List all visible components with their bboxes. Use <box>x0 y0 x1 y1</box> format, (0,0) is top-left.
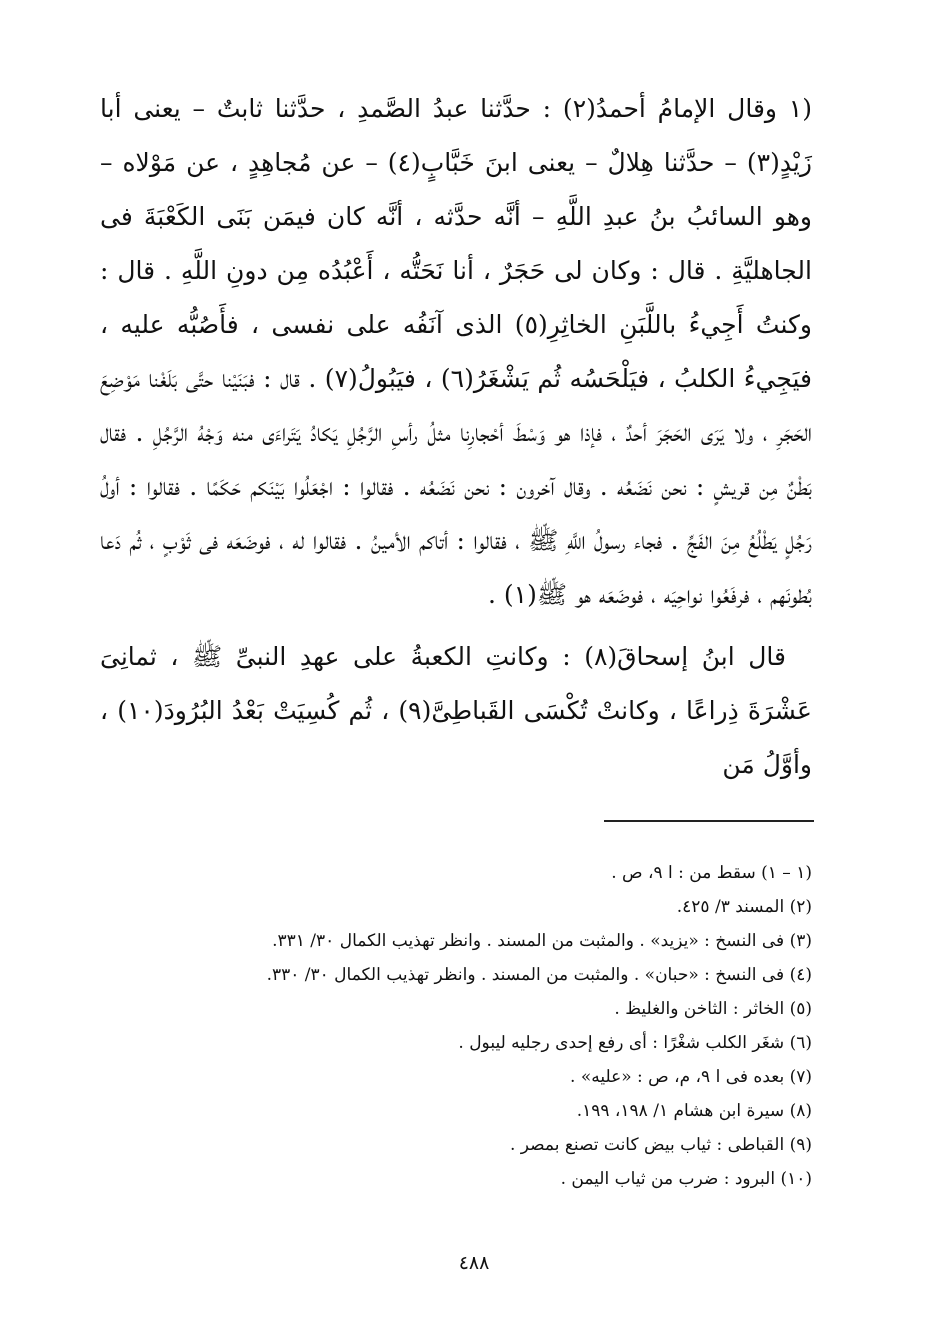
paragraph-ibn-ishaq: قال ابنُ إسحاقَ(٨) : وكانتِ الكعبةُ على عهدِ النبىِّ ﷺ ، ثمانِىَ عَشْرَةَ ذِراعًا ، وكانتْ تُكْسَى القَباطِىَّ(٩) ، ثُم كُسِيَتْ بَعْدُ البُرُودَ(١٠) ، وأوَّلُ مَن <box>100 642 812 779</box>
paragraph-hadith: (١ وقال الإمامُ أحمدُ(٢) : حدَّثنا عبدُ الصَّمدِ ، حدَّثنا ثابتٌ – يعنى أبا زَيْدٍ(٣) – حدَّثنا هِلالٌ – يعنى ابنَ خَبَّابٍ(٤) – عن مُجاهِدٍ ، عن مَوْلاه – وهو السائبُ بنُ عبدِ اللَّهِ – أنَّه حدَّثه ، أنَّه كان فيمَن بَنَى الكَعْبَةَ فى الجاهليَّةِ . قال : وكان لى حَجَرٌ ، أنا نَحَتُّه ، أَعْبُدُه مِن دونِ اللَّهِ . قال : وكنتُ أَجِيءُ باللَّبَنِ الخاثِرِ(٥) الذى آنَفُه على نفسى ، فأَصُبُّه عليه ، فيَجِيءُ الكلبُ ، فيَلْحَسُه ثُم يَشْغَرُ(٦) ، فيَبُولُ(٧) . قال : فبَنَيْنا حتَّى بَلَغْنا مَوْضِعَ الحَجَرِ ، ولا يَرَى الحَجَرَ أحدٌ ، فإذا هو وَسْطَ أحْجارِنا مثلُ رأسِ الرَّجُلِ يَكادُ يَتَراءَى منه وَجْهُ الرَّجُلِ . فقال بَطْنٌ مِن قريشٍ : نحن نَضَعُه . وقال آخرون : نحن نَضَعُه . فقالوا : اجْعَلُوا بَيْنَكم حَكَمًا . فقالوا : أولُ رَجُلٍ يَطْلُعُ مِنَ الفَجِّ . فجاء رسولُ اللَّهِ ﷺ ، فقالوا : أتاكم الأمينُ . فقالوا له ، فوضَعَه فى ثَوْبٍ ، ثُم دَعا بُطونَهم ، فرفَعُوا نواحِيَه ، فوضَعَه هو ﷺ(١) . <box>100 94 812 609</box>
footnote-item: (٥) الخاثر : الثاخن والغليظ . <box>614 999 812 1019</box>
footnote-item: (٤) فى النسخ : «حبان» . والمثبت من المسند . وانظر تهذيب الكمال ٣٠/ ٣٣٠. <box>266 965 812 985</box>
footnote-item: (٩) القباطى : ثياب بيض كانت تصنع بمصر . <box>509 1135 812 1155</box>
footnote-item: (١٠) البرود : ضرب من ثياب اليمن . <box>560 1169 812 1189</box>
footnote-item: (٦) شغَر الكلب شغْرًا : أى رفع إحدى رجليه ليبول . <box>458 1033 812 1053</box>
footnote-item: (٧) بعده فى ا ٩، م، ص : «عليه» . <box>570 1067 812 1087</box>
footnotes-list <box>100 856 812 1196</box>
footnote-item: (٣) فى النسخ : «يزيد» . والمثبت من المسند . وانظر تهذيب الكمال ٣٠/ ٣٣١. <box>272 931 812 951</box>
footnote-item: (٢) المسند ٣/ ٤٢٥. <box>676 897 812 917</box>
footnote-separator <box>604 820 814 822</box>
footnote-item: (٨) سيرة ابن هشام ١/ ١٩٨، ١٩٩. <box>576 1101 812 1121</box>
main-text <box>100 82 812 792</box>
page-number: ٤٨٨ <box>458 1252 490 1274</box>
footnote-item: (١ – ١) سقط من : ا ٩، ص . <box>611 863 812 883</box>
